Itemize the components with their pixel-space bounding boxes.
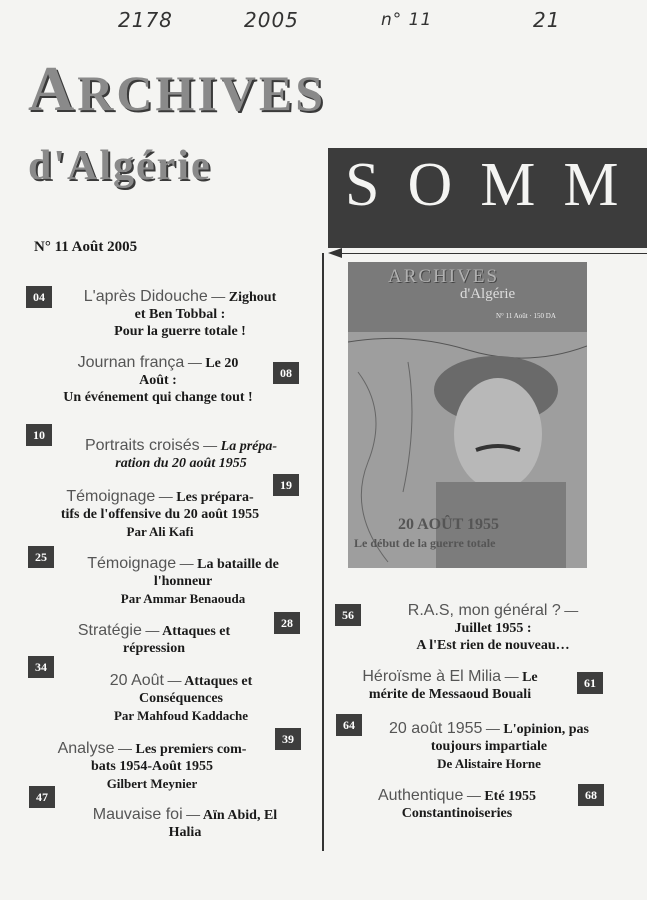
entry-section: Analyse <box>57 740 115 757</box>
handwritten-ref: 2178 <box>118 8 173 32</box>
page-badge-47: 47 <box>29 786 55 808</box>
page-badge-28: 28 <box>274 612 300 634</box>
arrow-left-icon <box>328 248 342 258</box>
page-badge-10: 10 <box>26 424 52 446</box>
entry-section: L'après Didouche <box>83 288 208 305</box>
page-badge-19: 19 <box>273 474 299 496</box>
logo-archives <box>28 53 327 137</box>
toc-entry-04[interactable]: L'après Didouche — Zighout et Ben Tobbal : Pour la guerre totale ! <box>83 288 277 339</box>
entry-section: Portraits croisés <box>84 437 200 454</box>
toc-entry-47[interactable]: Mauvaise foi — Aïn Abid, El Halia <box>92 806 278 840</box>
handwritten-page: 21 <box>533 8 561 32</box>
entry-section: Mauvaise foi <box>92 806 183 823</box>
cover-image <box>348 262 587 568</box>
toc-entry-28[interactable]: Stratégie — Attaques et répression <box>77 622 231 656</box>
page-badge-25: 25 <box>28 546 54 568</box>
sommaire-title: SOMM <box>345 151 647 219</box>
toc-entry-68[interactable]: Authentique — Eté 1955 Constantinoiseries <box>377 787 537 821</box>
page-badge-68: 68 <box>578 784 604 806</box>
toc-entry-08[interactable]: Journan frança — Le 20 Août : Un événement qui change tout ! <box>63 354 253 405</box>
page-badge-64: 64 <box>336 714 362 736</box>
entry-section: Journan frança <box>77 354 185 371</box>
page-badge-34: 34 <box>28 656 54 678</box>
toc-entry-10[interactable]: Portraits croisés — La prépa- ration du 20 août 1955 <box>84 437 278 471</box>
toc-entry-56[interactable]: R.A.S, mon général ? — Juillet 1955 : A l'Est rien de nouveau… <box>407 602 579 653</box>
page-badge-61: 61 <box>577 672 603 694</box>
entry-section: Authentique <box>377 787 464 804</box>
page-badge-39: 39 <box>275 728 301 750</box>
logo-rest: RCHIVES <box>77 65 327 121</box>
entry-section: Témoignage <box>87 555 177 572</box>
entry-section: 20 Août <box>109 672 164 689</box>
cover-title: ARCHIVES <box>388 266 500 287</box>
toc-entry-25[interactable]: Témoignage — La bataille de l'honneur Par Ammar Benaouda <box>87 555 279 606</box>
toc-entry-61[interactable]: Héroïsme à El Milia — Le mérite de Messaoud Bouali <box>362 668 538 702</box>
toc-entry-19[interactable]: Témoignage — Les prépara- tifs de l'offensive du 20 août 1955 Par Ali Kafi <box>60 488 260 539</box>
cover-subtitle: d'Algérie <box>460 286 516 302</box>
cover-headline-1: 20 AOÛT 1955 <box>398 516 500 533</box>
page-badge-04: 04 <box>26 286 52 308</box>
page-badge-08: 08 <box>273 362 299 384</box>
logo-initial: A <box>28 53 78 124</box>
entry-section: Témoignage <box>66 488 156 505</box>
logo-algerie: d'Algérie <box>28 143 212 189</box>
handwritten-issue: n° 11 <box>381 10 433 30</box>
entry-section: R.A.S, mon général ? <box>407 602 561 619</box>
entry-section: 20 août 1955 <box>388 720 483 737</box>
issue-line: N° 11 Août 2005 <box>34 239 138 255</box>
cover-headline-2: Le début de la guerre totale <box>354 536 496 550</box>
entry-section: Héroïsme à El Milia <box>362 668 502 685</box>
toc-entry-34[interactable]: 20 Août — Attaques et Conséquences Par Mahfoud Kaddache <box>109 672 253 723</box>
toc-entry-64[interactable]: 20 août 1955 — L'opinion, pas toujours impartiale De Alistaire Horne <box>388 720 590 771</box>
page-badge-56: 56 <box>335 604 361 626</box>
cover-issue: N° 11 Août · 150 DA <box>496 312 556 320</box>
vertical-rule <box>322 253 324 851</box>
entry-section: Stratégie <box>77 622 142 639</box>
handwritten-year: 2005 <box>244 8 299 32</box>
horizontal-rule <box>340 253 647 254</box>
toc-entry-39[interactable]: Analyse — Les premiers com- bats 1954-Août 1955 Gilbert Meynier <box>57 740 247 791</box>
